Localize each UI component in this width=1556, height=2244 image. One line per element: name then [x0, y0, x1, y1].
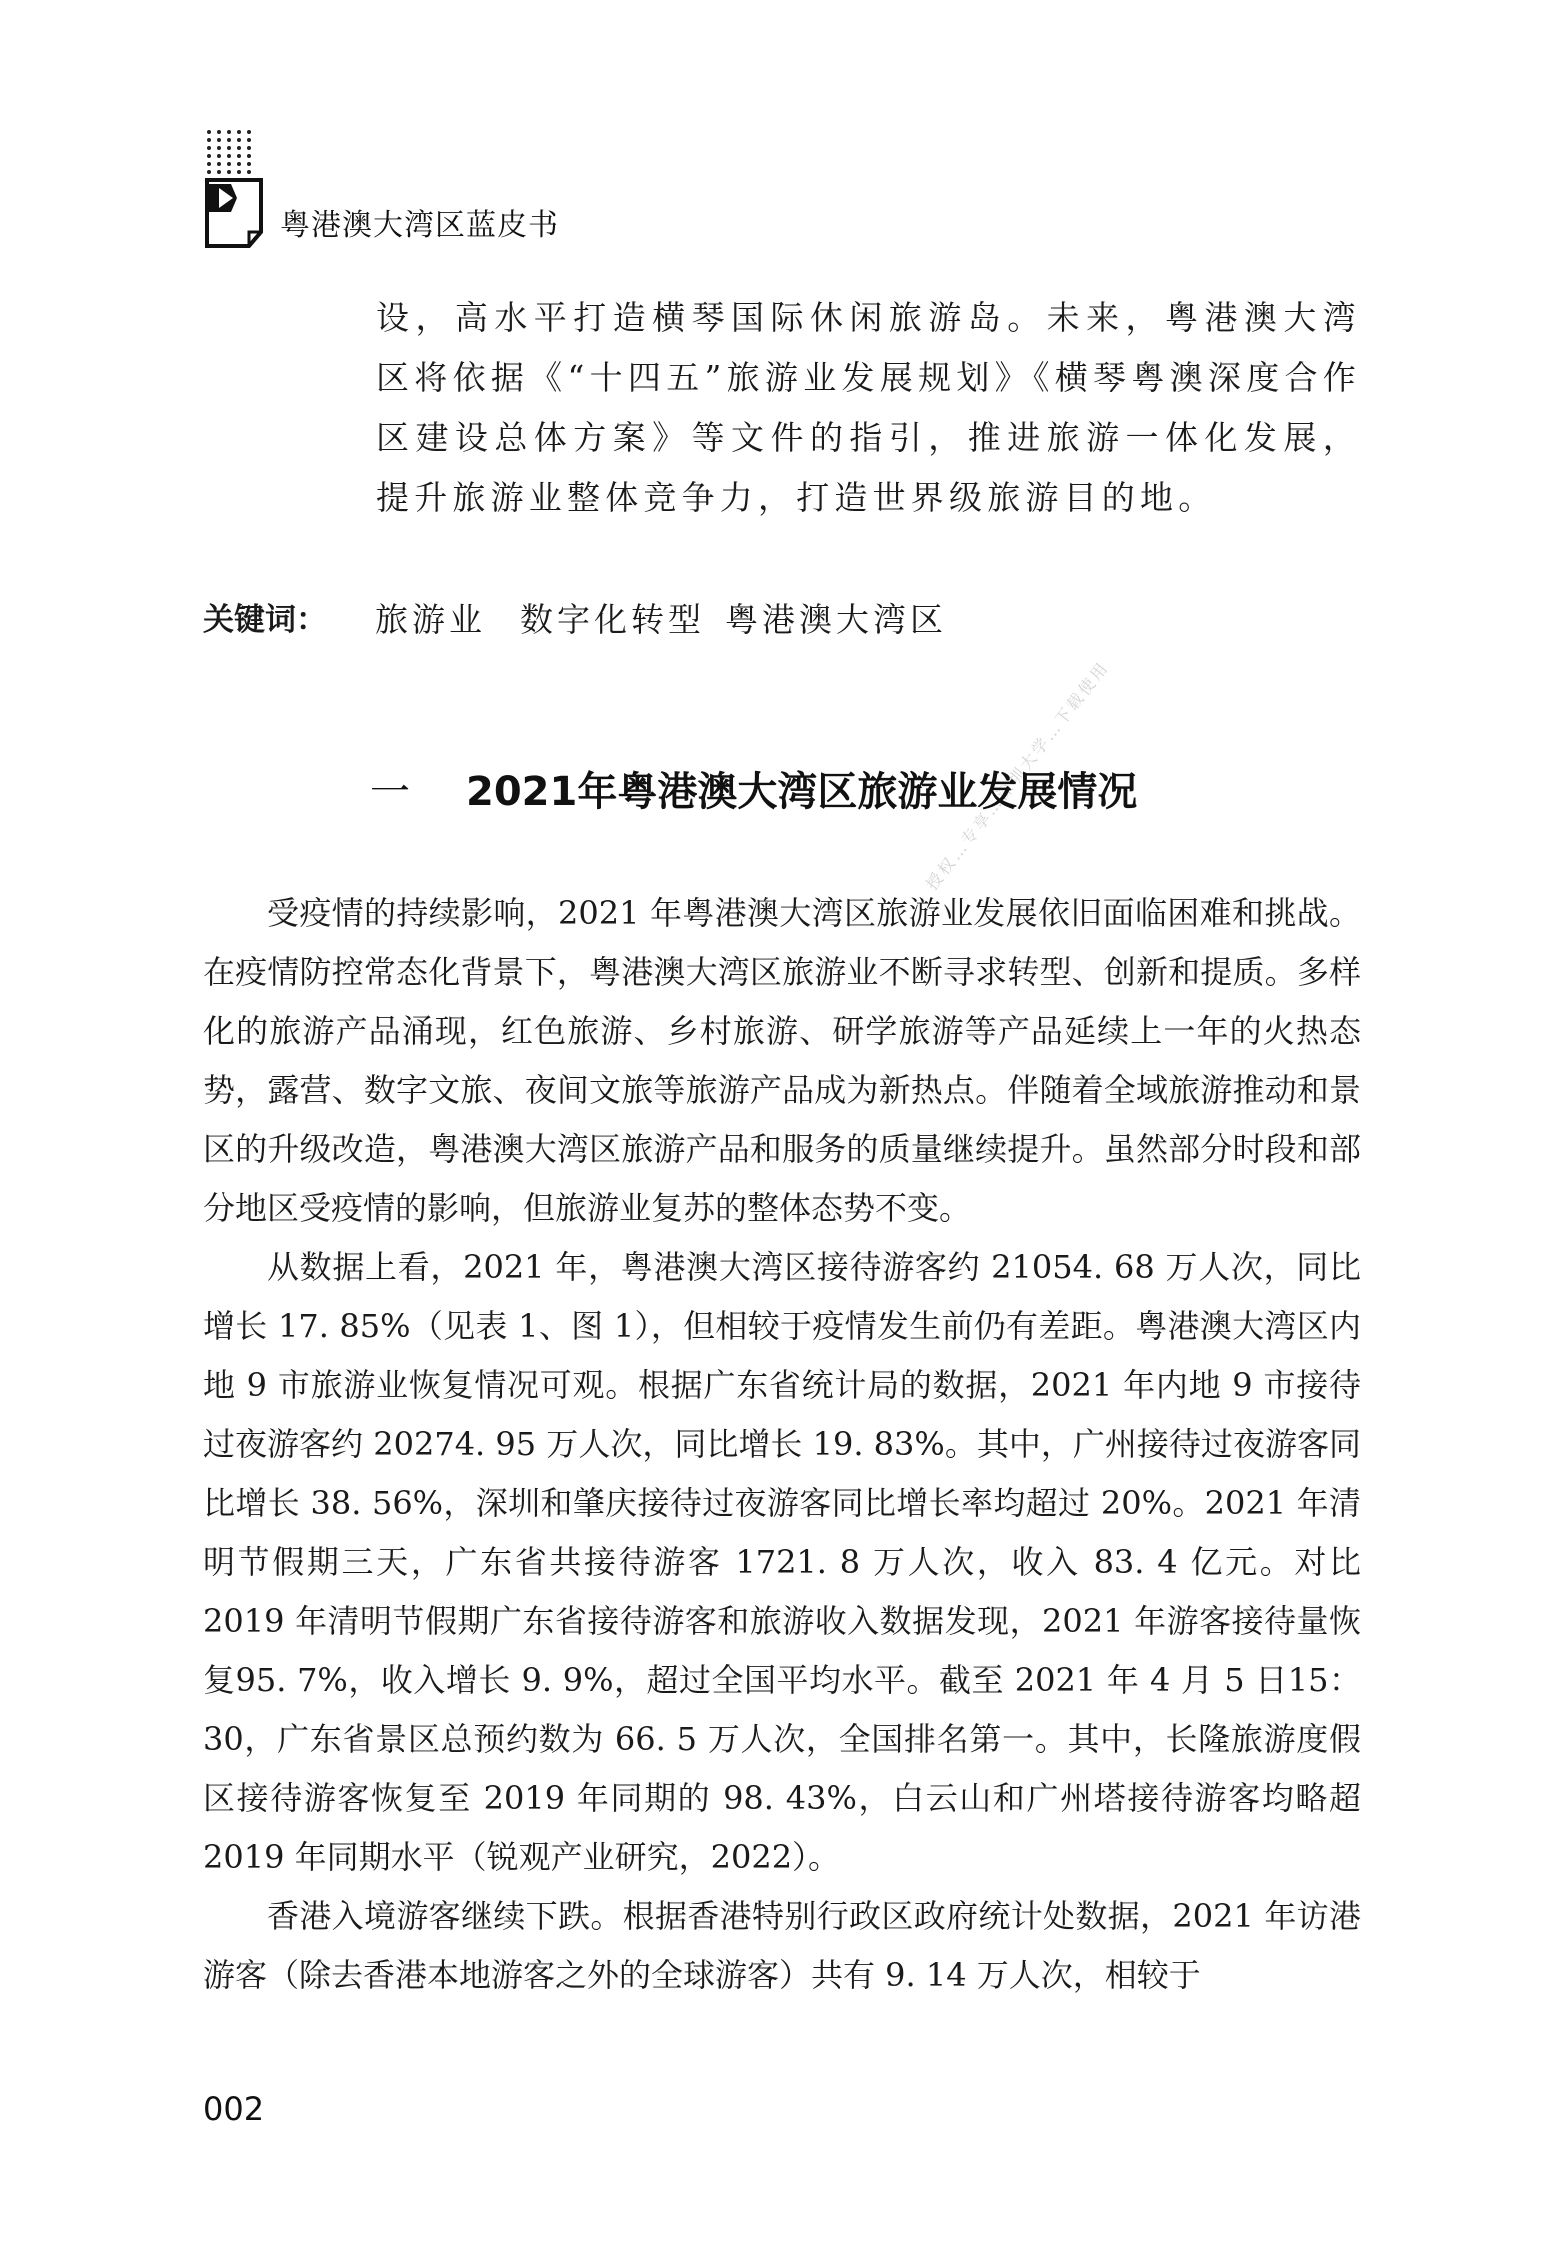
- paragraph: 香港入境游客继续下跌。根据香港特别行政区政府统计处数据，2021 年访港游客（除去香港本地游客之外的全球游客）共有 9. 14 万人次，相较于: [203, 1897, 1361, 1994]
- keyword-item: 旅游业: [375, 600, 486, 639]
- keyword-item: 数字化转型: [520, 600, 705, 639]
- keywords-label: 关键词：: [203, 602, 327, 638]
- section-heading: [370, 762, 1137, 822]
- page-number: 002: [203, 2090, 265, 2128]
- body-text: [203, 884, 1361, 2005]
- paragraph: 从数据上看，2021 年，粤港澳大湾区接待游客约 21054. 68 万人次，同比增长 17. 85%（见表 1、图 1），但相较于疫情发生前仍有差距。粤港澳大湾区内地 9 市旅游业恢复情况可观。根据广东省统计局的数据，2021 年内地 9 市接待过夜游客约 20274. 95 万人次，同比增长 19. 83%。其中，广州接待过夜游客同比增长 38. 56%，深圳和肇庆接待过夜游客同比增长率均超过 20%。2021 年清明节假期三天，广东省共接待游客 1721. 8 万人次，收入 83. 4 亿元。对比 2019 年清明节假期广东省接待游客和旅游收入数据发现，2021 年游客接待量恢复95. 7%，收入增长 9. 9%，超过全国平均水平。截至 2021 年 4 月 5 日15：30，广东省景区总预约数为 66. 5 万人次，全国排名第一。其中，长隆旅游度假区接待游客恢复至 2019 年同期的 98. 43%，白云山和广州塔接待游客均略超 2019 年同期水平（锐观产业研究，2022）。: [203, 1248, 1361, 1876]
- book-series-logo-icon: [203, 128, 265, 250]
- paragraph: 受疫情的持续影响，2021 年粤港澳大湾区旅游业发展依旧面临困难和挑战。在疫情防控常态化背景下，粤港澳大湾区旅游业不断寻求转型、创新和提质。多样化的旅游产品涌现，红色旅游、乡村旅游、研学旅游等产品延续上一年的火热态势，露营、数字文旅、夜间文旅等旅游产品成为新热点。伴随着全域旅游推动和景区的升级改造，粤港澳大湾区旅游产品和服务的质量继续提升。虽然部分时段和部分地区受疫情的影响，但旅游业复苏的整体态势不变。: [203, 894, 1361, 1227]
- section-number: 一: [370, 769, 410, 815]
- section-title: 2021年粤港澳大湾区旅游业发展情况: [466, 769, 1138, 815]
- book-series-title: 粤港澳大湾区蓝皮书: [280, 208, 559, 243]
- watermark: 授权…专享…深圳大学…下载使用: [922, 657, 1113, 894]
- abstract-text: 设，高水平打造横琴国际休闲旅游岛。未来，粤港澳大湾区将依据《“十四五”旅游业发展规划》《横琴粤澳深度合作区建设总体方案》等文件的指引，推进旅游一体化发展，提升旅游业整体竞争力，打造世界级旅游目的地。: [376, 298, 1361, 517]
- keyword-item: 粤港澳大湾区: [725, 600, 947, 639]
